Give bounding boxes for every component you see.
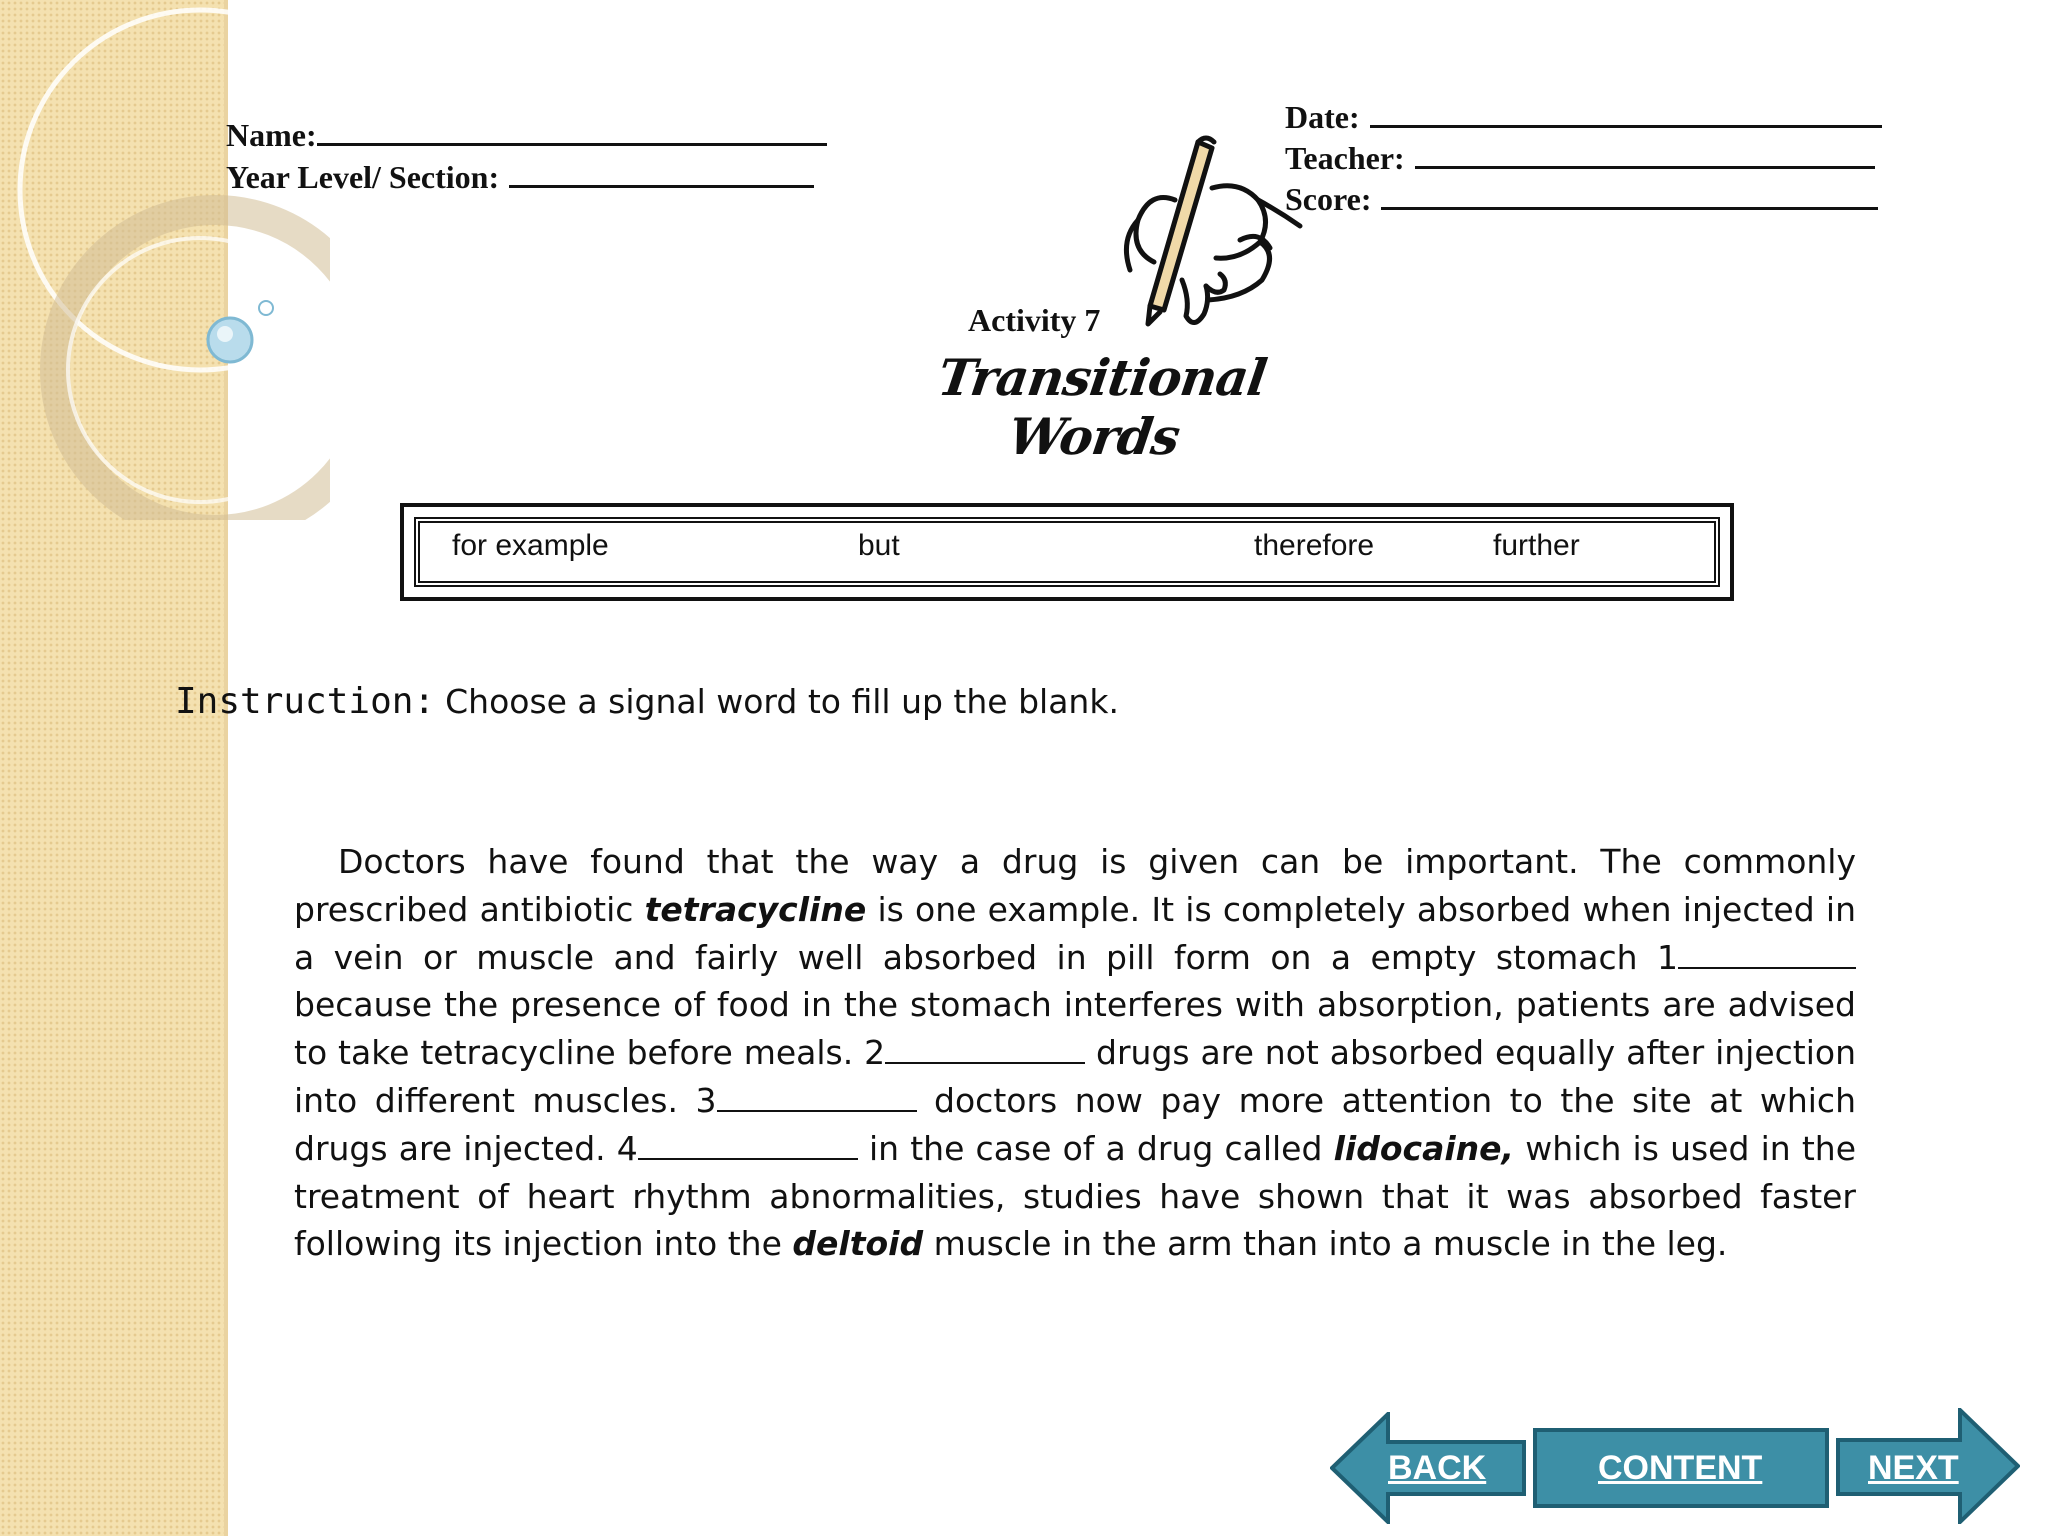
- score-line[interactable]: [1381, 183, 1878, 210]
- instruction: [175, 680, 1119, 722]
- student-info-block: [226, 114, 827, 198]
- answer-blank-4[interactable]: [638, 1132, 858, 1160]
- passage-emphasis: lidocaine,: [1333, 1128, 1515, 1168]
- teacher-field: [1285, 138, 1882, 179]
- passage-text: muscle in the arm than into a muscle in the leg.: [923, 1224, 1728, 1264]
- answer-blank-1[interactable]: [1678, 941, 1856, 969]
- grading-info-block: [1285, 97, 1882, 220]
- passage-text: which is used in the treatment of heart rhythm abnormalities, studies have shown that it was absorbed faster following its injection into the: [294, 1128, 1856, 1264]
- answer-blank-3[interactable]: [717, 1084, 917, 1112]
- date-label: Date:: [1285, 99, 1360, 135]
- writing-hand-icon: [1090, 130, 1310, 330]
- content-label[interactable]: CONTENT: [1598, 1449, 1763, 1487]
- teacher-line[interactable]: [1415, 142, 1875, 169]
- back-button[interactable]: [1330, 1412, 1528, 1524]
- passage-emphasis: deltoid: [792, 1224, 924, 1264]
- activity-number: Activity 7: [968, 302, 1101, 338]
- year-section-line[interactable]: [509, 161, 814, 188]
- score-field: [1285, 179, 1882, 220]
- name-label: Name:: [226, 117, 317, 153]
- passage-text: doctors now pay more attention to the site at which drugs are injected. 4: [294, 1080, 1856, 1168]
- passage-text: is one example. It is completely absorbed when injected in a vein or muscle and fairly well absorbed in pill form on a empty stomach 1: [294, 889, 1856, 977]
- name-field: [226, 114, 827, 156]
- activity-title: Transitional Words: [934, 348, 1270, 466]
- decorative-circles: [0, 0, 330, 520]
- score-label: Score:: [1285, 181, 1372, 217]
- back-label[interactable]: BACK: [1388, 1449, 1487, 1487]
- instruction-text: Choose a signal word to fill up the blank.: [445, 682, 1119, 721]
- word-bank-item: for example: [452, 529, 609, 562]
- content-button[interactable]: [1533, 1428, 1829, 1508]
- next-button[interactable]: [1836, 1408, 2020, 1524]
- passage-emphasis: tetracycline: [644, 889, 867, 929]
- word-bank-item: further: [1493, 529, 1580, 562]
- word-bank: [400, 503, 1734, 601]
- instruction-label: Instruction:: [175, 681, 436, 722]
- teacher-label: Teacher:: [1285, 140, 1405, 176]
- date-field: [1285, 97, 1882, 138]
- word-bank-item: but: [858, 529, 900, 562]
- name-line[interactable]: [317, 119, 827, 146]
- answer-blank-2[interactable]: [885, 1036, 1085, 1064]
- passage-text: because the presence of food in the stomach interferes with absorption, patients are advised to take tetracycline before meals. 2: [294, 985, 1856, 1073]
- year-section-label: Year Level/ Section:: [226, 159, 500, 195]
- reading-passage: [294, 838, 1856, 1268]
- passage-text: Doctors have found that the way a drug is given can be important. The commonly prescribed antibiotic: [294, 842, 1856, 929]
- word-bank-item: therefore: [1254, 529, 1375, 562]
- passage-text: in the case of a drug called: [857, 1128, 1334, 1168]
- next-label[interactable]: NEXT: [1868, 1449, 1959, 1487]
- year-section-field: [226, 156, 827, 198]
- passage-text: drugs are not absorbed equally after injection into different muscles. 3: [294, 1033, 1856, 1120]
- date-line[interactable]: [1370, 101, 1882, 128]
